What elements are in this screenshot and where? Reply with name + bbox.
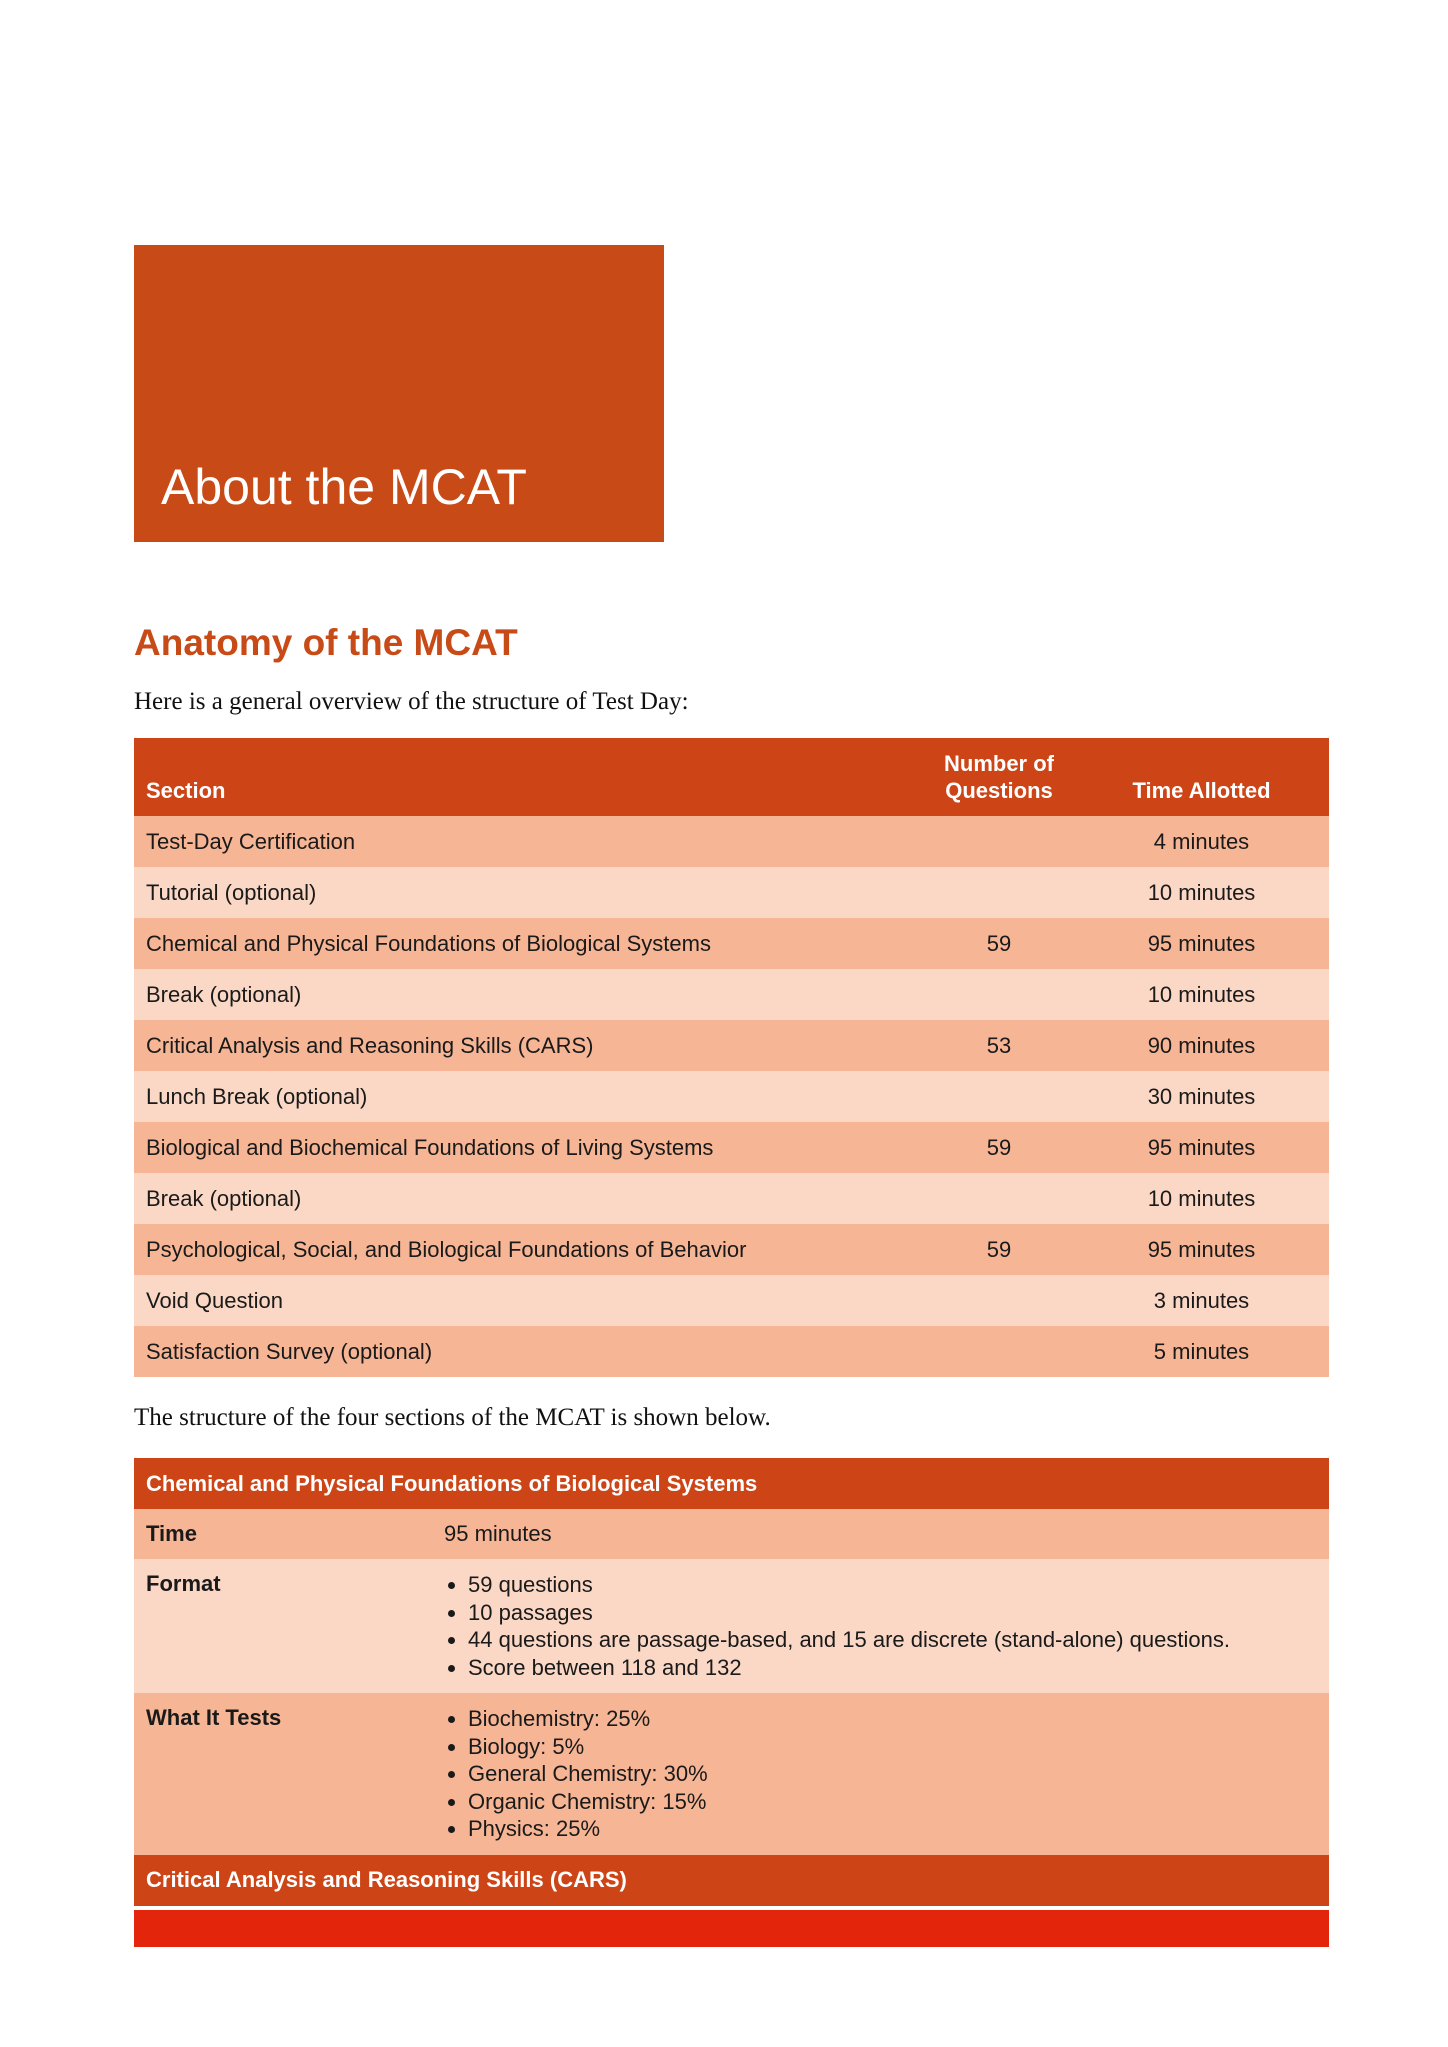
table-row (134, 1071, 1329, 1122)
row-section: Satisfaction Survey (optional) (134, 1326, 924, 1377)
row-questions (924, 816, 1074, 867)
list-item: • Organic Chemistry: 15% (468, 1788, 1317, 1816)
header-questions-line1: Number of (944, 751, 1054, 776)
table-row (134, 918, 1329, 969)
row-questions (924, 867, 1074, 918)
row-time: 90 minutes (1074, 1020, 1329, 1071)
chapter-title: About the MCAT (161, 459, 527, 515)
table-row (134, 1224, 1329, 1275)
row-time: 30 minutes (1074, 1071, 1329, 1122)
intro-paragraph: Here is a general overview of the structure of Test Day: (134, 688, 689, 715)
list-item: • 59 questions (468, 1571, 1317, 1599)
table-row (134, 816, 1329, 867)
row-section: Critical Analysis and Reasoning Skills (CARS) (134, 1020, 924, 1071)
list-item: • 44 questions are passage-based, and 15 are discrete (stand-alone) questions. (468, 1626, 1317, 1654)
list-item: • Physics: 25% (468, 1815, 1317, 1843)
time-value: 95 minutes (432, 1509, 1329, 1559)
structure-section-title: Critical Analysis and Reasoning Skills (CARS) (134, 1855, 1329, 1906)
table-row (134, 1020, 1329, 1071)
test-day-table (134, 738, 1329, 1377)
table-header-row (134, 738, 1329, 816)
row-questions (924, 1275, 1074, 1326)
list-item: • Score between 118 and 132 (468, 1654, 1317, 1682)
structure-intro-paragraph: The structure of the four sections of the MCAT is shown below. (134, 1404, 771, 1431)
row-time: 4 minutes (1074, 816, 1329, 867)
row-section: Test-Day Certification (134, 816, 924, 867)
row-time: 95 minutes (1074, 918, 1329, 969)
table-row (134, 1275, 1329, 1326)
time-label: Time (134, 1509, 432, 1559)
list-item: • 10 passages (468, 1599, 1317, 1627)
row-time: 10 minutes (1074, 969, 1329, 1020)
row-time: 95 minutes (1074, 1224, 1329, 1275)
row-questions: 59 (924, 1122, 1074, 1173)
table-row (134, 1173, 1329, 1224)
row-section: Break (optional) (134, 969, 924, 1020)
row-section: Tutorial (optional) (134, 867, 924, 918)
tests-list-cell (432, 1693, 1329, 1855)
row-time: 3 minutes (1074, 1275, 1329, 1326)
structure-section-header (134, 1458, 1329, 1509)
row-questions (924, 1173, 1074, 1224)
row-questions (924, 1071, 1074, 1122)
structure-section-header (134, 1855, 1329, 1906)
structure-section-title: Chemical and Physical Foundations of Biological Systems (134, 1458, 1329, 1509)
section-heading: Anatomy of the MCAT (134, 622, 518, 663)
table-row (134, 1122, 1329, 1173)
row-section: Void Question (134, 1275, 924, 1326)
chapter-banner (134, 245, 664, 542)
list-item: • Biochemistry: 25% (468, 1705, 1317, 1733)
section-structure-table (134, 1458, 1329, 1906)
row-questions (924, 1326, 1074, 1377)
row-section: Biological and Biochemical Foundations of Living Systems (134, 1122, 924, 1173)
row-time: 5 minutes (1074, 1326, 1329, 1377)
header-questions (924, 738, 1074, 816)
row-questions: 59 (924, 1224, 1074, 1275)
header-time: Time Allotted (1074, 738, 1329, 816)
row-section: Lunch Break (optional) (134, 1071, 924, 1122)
row-time: 10 minutes (1074, 1173, 1329, 1224)
row-time: 10 minutes (1074, 867, 1329, 918)
tests-label: What It Tests (134, 1693, 432, 1855)
header-section: Section (134, 738, 924, 816)
format-label: Format (134, 1559, 432, 1693)
format-list (444, 1571, 1317, 1681)
table-row (134, 1326, 1329, 1377)
tests-list (444, 1705, 1317, 1843)
structure-row-tests (134, 1693, 1329, 1855)
structure-row-format (134, 1559, 1329, 1693)
format-list-cell (432, 1559, 1329, 1693)
row-section: Psychological, Social, and Biological Foundations of Behavior (134, 1224, 924, 1275)
row-questions: 53 (924, 1020, 1074, 1071)
table-row (134, 867, 1329, 918)
row-questions (924, 969, 1074, 1020)
row-time: 95 minutes (1074, 1122, 1329, 1173)
continuation-bar (134, 1910, 1329, 1947)
list-item: • General Chemistry: 30% (468, 1760, 1317, 1788)
row-section: Chemical and Physical Foundations of Biological Systems (134, 918, 924, 969)
structure-row-time (134, 1509, 1329, 1559)
table-row (134, 969, 1329, 1020)
row-questions: 59 (924, 918, 1074, 969)
row-section: Break (optional) (134, 1173, 924, 1224)
header-questions-line2: Questions (945, 778, 1053, 803)
list-item: • Biology: 5% (468, 1733, 1317, 1761)
